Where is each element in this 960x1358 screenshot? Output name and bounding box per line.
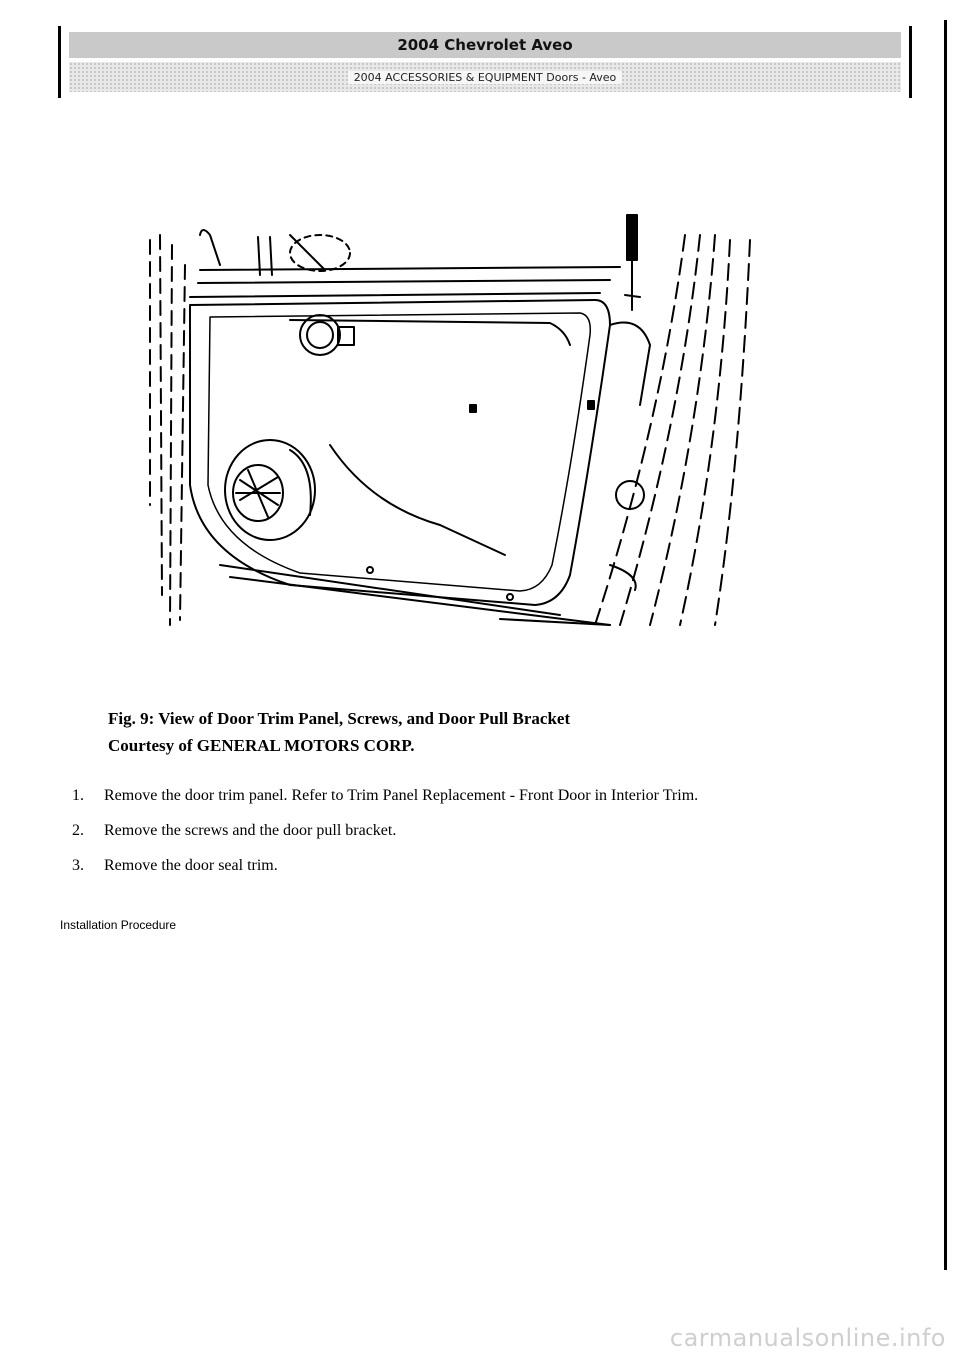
- screwdriver-tool: [625, 215, 640, 310]
- door-top-rail: [190, 230, 620, 297]
- header-subtitle-bar: [69, 62, 901, 92]
- list-item: [72, 819, 872, 843]
- list-item: [72, 784, 872, 808]
- speaker-grille: [225, 440, 315, 540]
- door-frame-right: [595, 235, 750, 625]
- watermark: carmanualsonline.info: [669, 1324, 946, 1352]
- step-text: Remove the door seal trim.: [104, 857, 278, 874]
- page-header: [58, 26, 912, 98]
- page-right-border: [944, 20, 947, 1270]
- step-number: 2.: [72, 822, 84, 839]
- step-number: 1.: [72, 787, 84, 804]
- header-title: 2004 Chevrolet Aveo: [69, 32, 901, 58]
- figure-caption: [108, 705, 868, 759]
- step-number: 3.: [72, 857, 84, 874]
- caption-title: Fig. 9: View of Door Trim Panel, Screws, and Door Pull Bracket: [108, 709, 571, 728]
- door-trim-panel-illustration: [140, 205, 770, 645]
- caption-credit: Courtesy of GENERAL MOTORS CORP.: [108, 736, 415, 755]
- step-text: Remove the screws and the door pull bracket.: [104, 822, 397, 839]
- section-heading: Installation Procedure: [60, 918, 177, 932]
- header-subtitle: 2004 ACCESSORIES & EQUIPMENT Doors - Aveo: [348, 71, 623, 84]
- list-item: [72, 854, 872, 878]
- trim-screws: [367, 401, 594, 600]
- trim-panel-outline: [190, 300, 610, 605]
- step-text: Remove the door trim panel. Refer to Trim Panel Replacement - Front Door in Interior Trim.: [104, 787, 699, 804]
- removal-steps: [72, 784, 872, 889]
- armrest-contour: [330, 445, 505, 555]
- trim-panel-inner: [208, 313, 590, 591]
- door-frame-left: [150, 235, 185, 625]
